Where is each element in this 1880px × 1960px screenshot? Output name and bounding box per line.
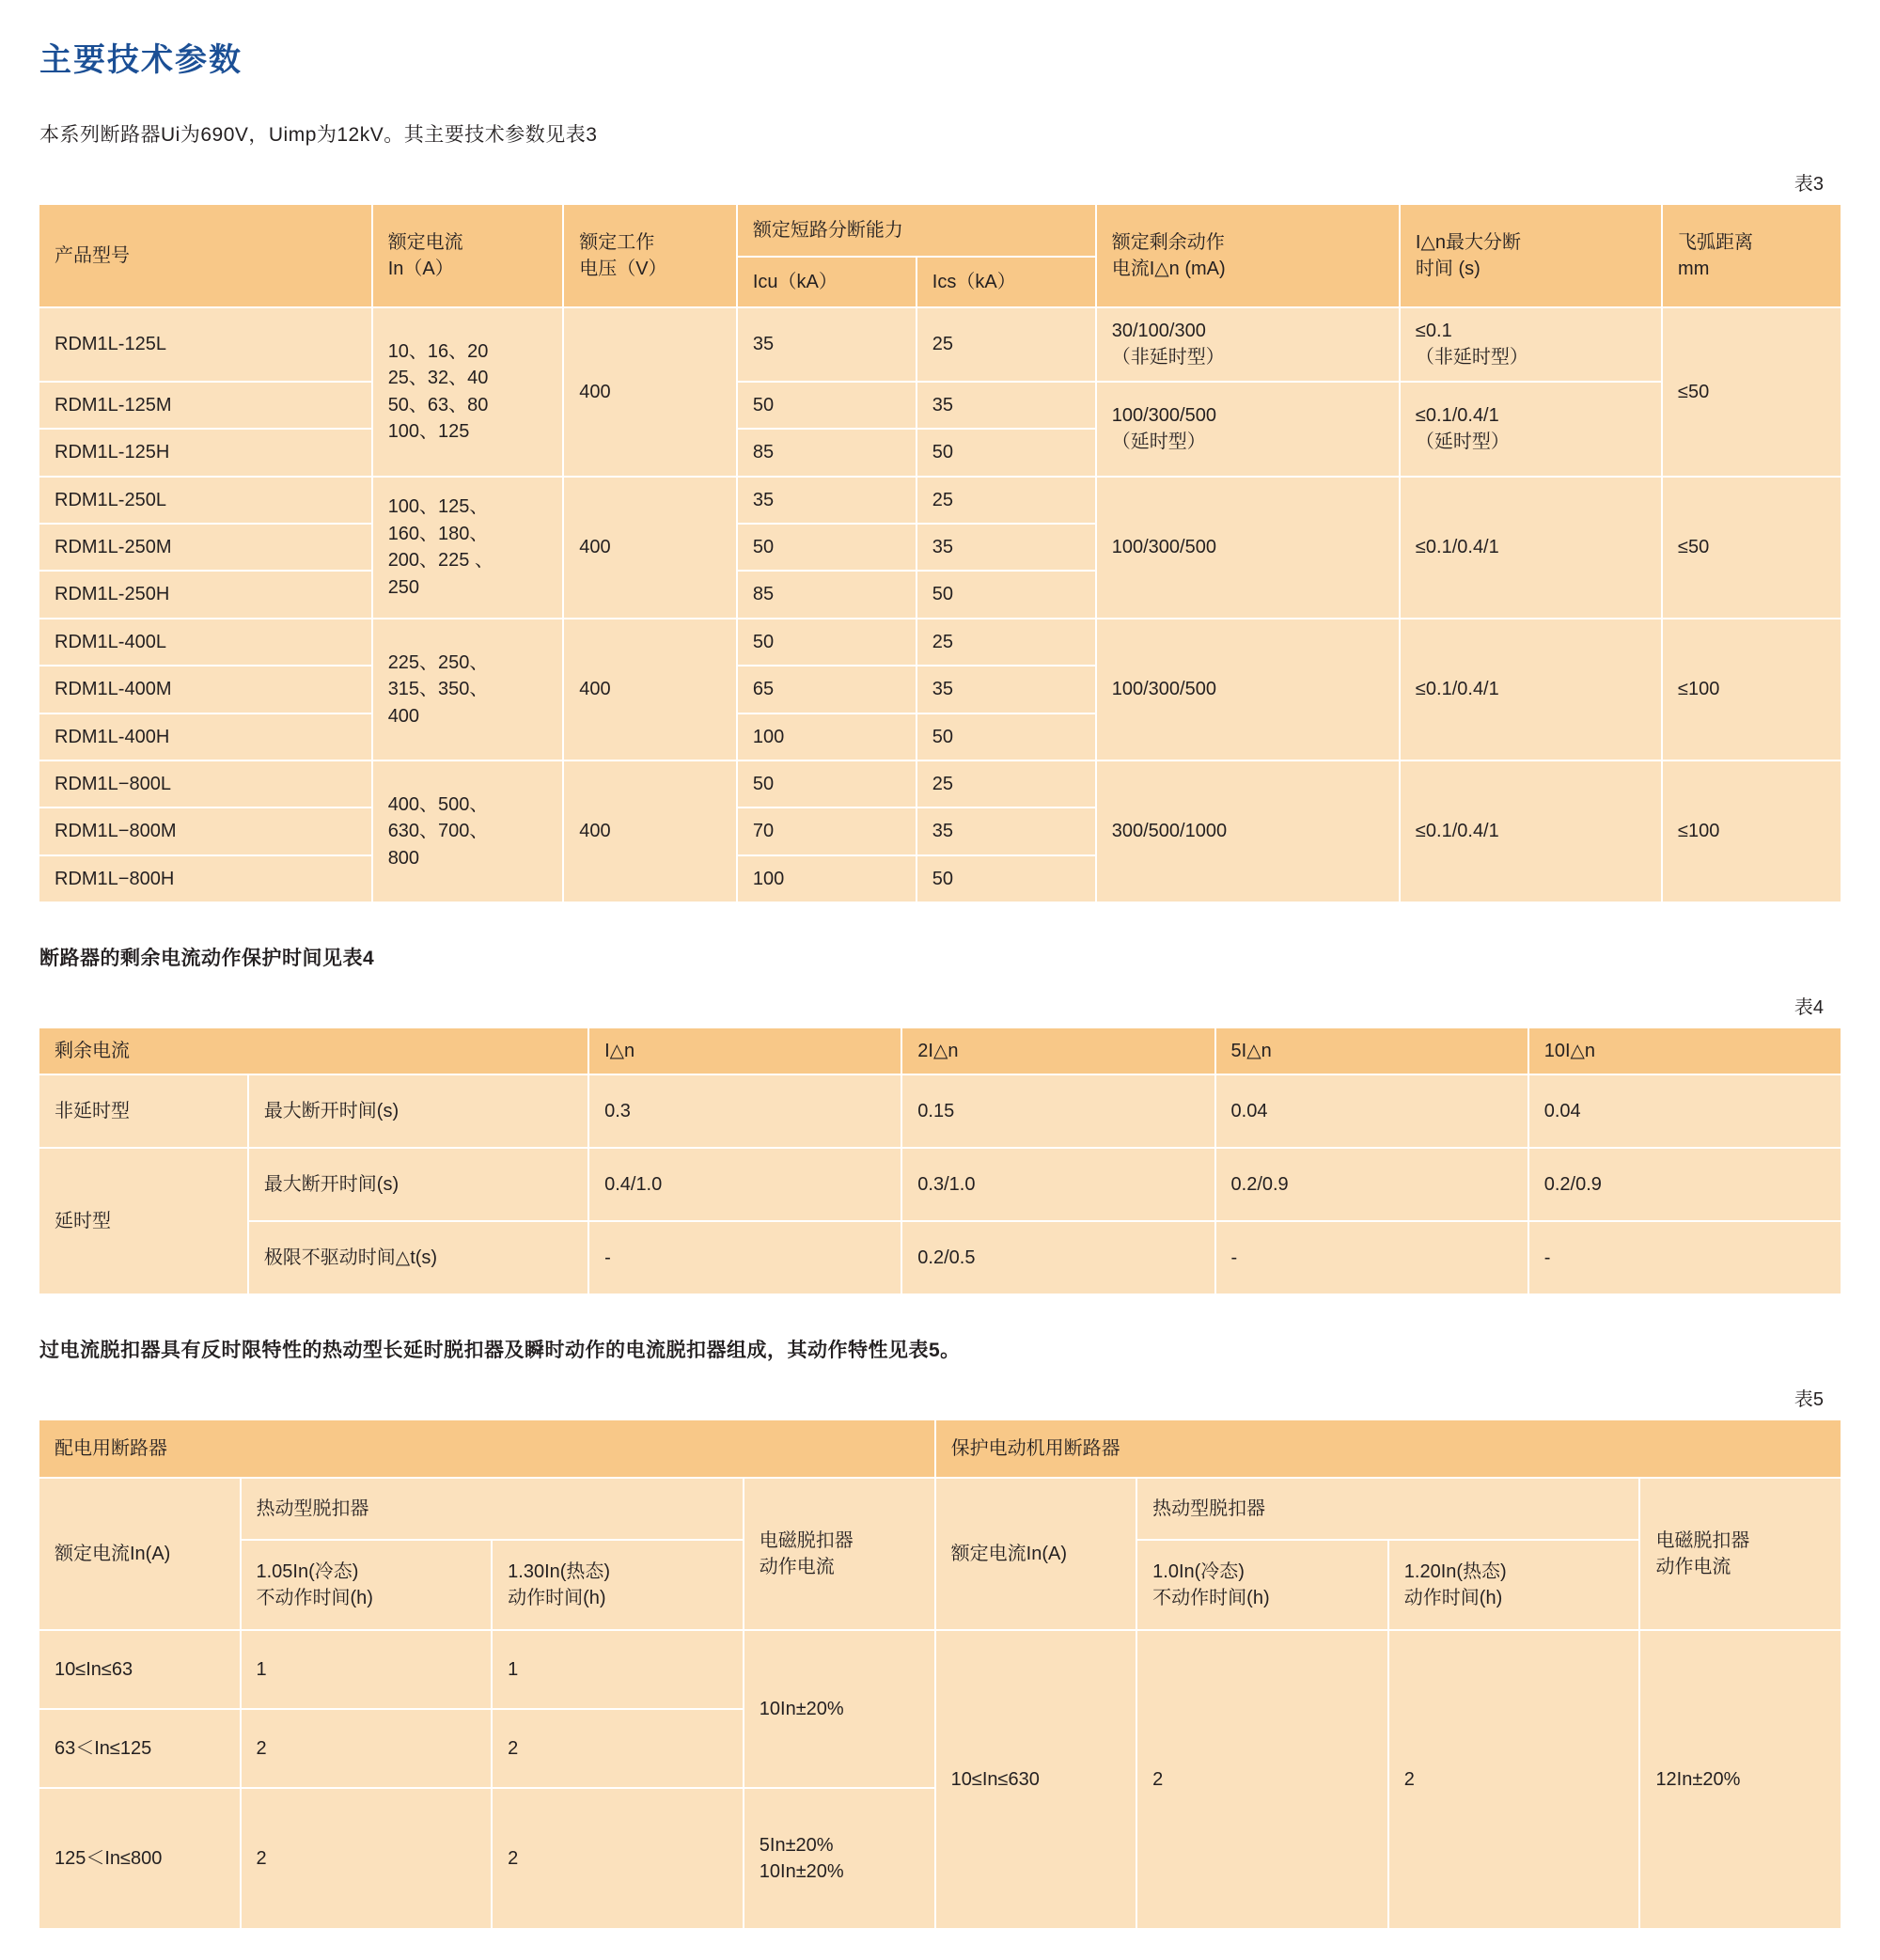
cell-type: 非延时型 [39, 1075, 247, 1147]
cell-model: RDM1L-250M [39, 525, 371, 570]
cell-value: 0.2/0.5 [902, 1222, 1214, 1294]
table5-note: 过电流脱扣器具有反时限特性的热动型长延时脱扣器及瞬时动作的电流脱扣器组成，其动作特性见表5。 [39, 1340, 961, 1362]
cell-voltage: 400 [564, 308, 736, 476]
cell-icu: 50 [738, 525, 916, 570]
cell-model: RDM1L-125H [39, 430, 371, 475]
cell-break-time: ≤0.1/0.4/1 [1401, 478, 1661, 618]
cell-hot: 2 [493, 1789, 743, 1928]
cell-cold: 2 [242, 1710, 492, 1787]
cell-em-current: 10In±20% [744, 1631, 934, 1787]
th-residual-current [1097, 205, 1399, 306]
cell-ics: 50 [917, 856, 1095, 902]
cell-ics: 25 [917, 761, 1095, 807]
th-arc-distance [1663, 205, 1841, 306]
cell-model: RDM1L-400H [39, 714, 371, 760]
cell-icu: 50 [738, 383, 916, 428]
table-row [39, 478, 1841, 523]
cell-range: 63＜In≤125 [39, 1710, 240, 1787]
cell-residual-current: 30/100/300 （非延时型） [1097, 308, 1399, 381]
cell-icu: 85 [738, 572, 916, 617]
cell-thermal-right: 热动型脱扣器 [1137, 1479, 1638, 1539]
cell-measure-label: 极限不驱动时间△t(s) [249, 1222, 588, 1294]
th-residual-current-line2: 电流I△n (mA) [1111, 259, 1226, 279]
table5-caption: 表5 [1794, 1389, 1824, 1411]
cell-break-time: ≤0.1/0.4/1 [1401, 619, 1661, 760]
th-breaking-capacity: 额定短路分断能力 [738, 205, 1095, 256]
cell-value: 0.04 [1529, 1075, 1841, 1147]
th-icu: Icu（kA） [738, 258, 916, 306]
table4-note: 断路器的剩余电流动作保护时间见表4 [39, 948, 375, 970]
cell-value: 0.2/0.9 [1216, 1149, 1528, 1220]
th-break-time-line2: 时间 (s) [1415, 259, 1480, 279]
cell-value: - [1529, 1222, 1841, 1294]
cell-measure-label: 最大断开时间(s) [249, 1075, 588, 1147]
cell-model: RDM1L-400M [39, 666, 371, 712]
th-arc-distance-line1: 飞弧距离 [1678, 231, 1754, 253]
cell-ics: 25 [917, 478, 1095, 523]
cell-left-hot: 1.30In(热态) 动作时间(h) [493, 1541, 743, 1629]
table5-body [39, 1420, 1841, 1928]
cell-range: 10≤In≤63 [39, 1631, 240, 1708]
cell-icu: 85 [738, 430, 916, 475]
cell-range: 125＜In≤800 [39, 1789, 240, 1928]
cell-left-cold: 1.05In(冷态) 不动作时间(h) [242, 1541, 492, 1629]
th-multiple-3: 2I△n [902, 1028, 1214, 1074]
cell-ics: 35 [917, 666, 1095, 712]
th-rated-current-line1: 额定电流 [387, 231, 463, 253]
cell-icu: 70 [738, 808, 916, 854]
cell-model: RDM1L-400L [39, 619, 371, 665]
cell-ics: 35 [917, 808, 1095, 854]
th-residual-current-label: 剩余电流 [39, 1028, 588, 1074]
cell-break-time: ≤0.1/0.4/1 [1401, 761, 1661, 902]
cell-residual-current: 100/300/500 （延时型） [1097, 383, 1399, 476]
table4-body [39, 1075, 1841, 1294]
cell-residual-current: 100/300/500 [1097, 619, 1399, 760]
table3-head [39, 205, 1841, 306]
cell-ics: 50 [917, 714, 1095, 760]
cell-range-right: 10≤In≤630 [936, 1631, 1136, 1928]
cell-ics: 50 [917, 572, 1095, 617]
cell-rated-current-left: 额定电流In(A) [39, 1479, 240, 1629]
cell-value: 0.3/1.0 [902, 1149, 1214, 1220]
cell-cold-right: 2 [1137, 1631, 1387, 1928]
cell-rated-current: 225、250、 315、350、 400 [373, 619, 563, 760]
cell-model: RDM1L-125L [39, 308, 371, 381]
table-row [39, 1149, 1841, 1220]
cell-measure-label: 最大断开时间(s) [249, 1149, 588, 1220]
table-row [39, 1075, 1841, 1147]
cell-icu: 100 [738, 856, 916, 902]
cell-arc-distance: ≤100 [1663, 761, 1841, 902]
table-row [39, 383, 1841, 428]
table4-head [39, 1028, 1841, 1074]
th-ics: Ics（kA） [917, 258, 1095, 306]
cell-cold: 2 [242, 1789, 492, 1928]
table5-header-row-1 [39, 1479, 1841, 1539]
cell-right-cold: 1.0In(冷态) 不动作时间(h) [1137, 1541, 1387, 1629]
cell-ics: 25 [917, 308, 1095, 381]
cell-model: RDM1L−800H [39, 856, 371, 902]
cell-ics: 35 [917, 525, 1095, 570]
cell-ics: 25 [917, 619, 1095, 665]
cell-electromagnetic-right: 电磁脱扣器 动作电流 [1640, 1479, 1841, 1629]
cell-rated-current: 10、16、20 25、32、40 50、63、80 100、125 [373, 308, 563, 476]
cell-icu: 65 [738, 666, 916, 712]
cell-value: 0.15 [902, 1075, 1214, 1147]
th-break-time-line1: I△n最大分断 [1415, 231, 1521, 253]
table3-body [39, 308, 1841, 902]
cell-em-current-right: 12In±20% [1640, 1631, 1841, 1928]
cell-model: RDM1L-250L [39, 478, 371, 523]
cell-value: 0.04 [1216, 1075, 1528, 1147]
cell-hot: 1 [493, 1631, 743, 1708]
table-row [39, 619, 1841, 665]
cell-model: RDM1L-125M [39, 383, 371, 428]
table-row [39, 761, 1841, 807]
page-title: 主要技术参数 [39, 42, 243, 78]
cell-residual-current: 100/300/500 [1097, 478, 1399, 618]
cell-icu: 100 [738, 714, 916, 760]
cell-electromagnetic-left: 电磁脱扣器 动作电流 [744, 1479, 934, 1629]
cell-type: 延时型 [39, 1149, 247, 1294]
cell-icu: 50 [738, 761, 916, 807]
cell-arc-distance: ≤50 [1663, 308, 1841, 476]
intro-paragraph: 本系列断路器Ui为690V，Uimp为12kV。其主要技术参数见表3 [39, 124, 598, 146]
cell-group-motor: 保护电动机用断路器 [936, 1420, 1841, 1477]
cell-ics: 50 [917, 430, 1095, 475]
table3-caption: 表3 [1794, 174, 1824, 195]
th-multiple-5: 10I△n [1529, 1028, 1841, 1074]
th-model: 产品型号 [39, 205, 371, 306]
cell-cold: 1 [242, 1631, 492, 1708]
th-multiple-2: I△n [589, 1028, 901, 1074]
th-working-voltage-line2: 电压（V） [579, 259, 667, 279]
th-rated-current [373, 205, 563, 306]
cell-rated-current-right: 额定电流In(A) [936, 1479, 1136, 1629]
cell-arc-distance: ≤100 [1663, 619, 1841, 760]
cell-rated-current: 400、500、 630、700、 800 [373, 761, 563, 902]
th-break-time [1401, 205, 1661, 306]
cell-thermal-left: 热动型脱扣器 [242, 1479, 743, 1539]
cell-hot-right: 2 [1389, 1631, 1639, 1928]
cell-em-current: 5In±20% 10In±20% [744, 1789, 934, 1928]
cell-right-hot: 1.20In(热态) 动作时间(h) [1389, 1541, 1639, 1629]
cell-break-time: ≤0.1/0.4/1 （延时型） [1401, 383, 1661, 476]
cell-arc-distance: ≤50 [1663, 478, 1841, 618]
cell-group-distribution: 配电用断路器 [39, 1420, 934, 1477]
cell-model: RDM1L−800L [39, 761, 371, 807]
table-row [39, 1222, 1841, 1294]
cell-residual-current: 300/500/1000 [1097, 761, 1399, 902]
cell-icu: 35 [738, 478, 916, 523]
cell-value: - [589, 1222, 901, 1294]
cell-value: 0.4/1.0 [589, 1149, 901, 1220]
cell-rated-current: 100、125、 160、180、 200、225 、 250 [373, 478, 563, 618]
cell-voltage: 400 [564, 478, 736, 618]
cell-hot: 2 [493, 1710, 743, 1787]
cell-value: 0.3 [589, 1075, 901, 1147]
table-residual-time [38, 1027, 1842, 1295]
cell-icu: 35 [738, 308, 916, 381]
table4-caption: 表4 [1794, 997, 1824, 1019]
th-multiple-4: 5I△n [1216, 1028, 1528, 1074]
cell-value: - [1216, 1222, 1528, 1294]
table-row [39, 308, 1841, 381]
table5-group-row [39, 1420, 1841, 1477]
cell-voltage: 400 [564, 761, 736, 902]
cell-model: RDM1L-250H [39, 572, 371, 617]
th-arc-distance-line2: mm [1678, 259, 1710, 279]
table-row [39, 1631, 1841, 1708]
cell-voltage: 400 [564, 619, 736, 760]
cell-value: 0.2/0.9 [1529, 1149, 1841, 1220]
th-rated-current-line2: In（A） [387, 259, 454, 279]
cell-break-time: ≤0.1 （非延时型） [1401, 308, 1661, 381]
table-trip-characteristics [38, 1419, 1842, 1930]
th-working-voltage [564, 205, 736, 306]
cell-ics: 35 [917, 383, 1095, 428]
table-main-parameters [38, 203, 1842, 903]
cell-model: RDM1L−800M [39, 808, 371, 854]
th-residual-current-line1: 额定剩余动作 [1111, 231, 1225, 253]
document-page [0, 34, 1880, 1960]
cell-icu: 50 [738, 619, 916, 665]
th-working-voltage-line1: 额定工作 [579, 231, 655, 253]
